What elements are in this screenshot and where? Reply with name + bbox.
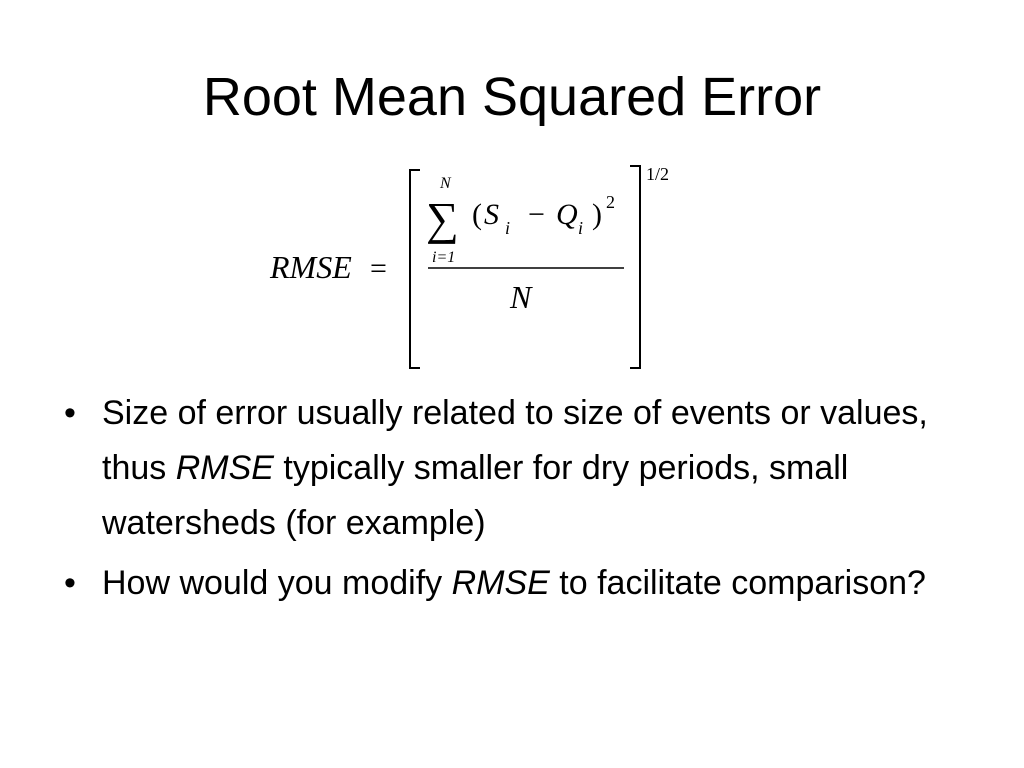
outer-power: 1/2 xyxy=(646,164,670,184)
bullet-2-emphasis: RMSE xyxy=(451,564,550,602)
term-q: Q xyxy=(556,198,578,231)
bullet-item-2 xyxy=(60,556,980,611)
formula-equals: = xyxy=(370,252,387,285)
sum-upper-limit: N xyxy=(440,175,451,192)
slide-title: Root Mean Squared Error xyxy=(202,67,822,127)
left-bracket xyxy=(410,170,420,368)
term-s: S xyxy=(484,198,499,231)
term-power: 2 xyxy=(606,192,615,212)
term-q-subscript: i xyxy=(578,218,584,238)
formula-denominator: N xyxy=(510,279,532,315)
bullet-2-text-end: to facilitate comparison? xyxy=(549,564,926,602)
formula-lhs: RMSE xyxy=(270,249,352,285)
sum-lower-limit: i=1 xyxy=(432,249,456,266)
bullet-dot-icon: • xyxy=(64,394,76,432)
bullet-1-text-end: typically smaller for dry periods, small watersheds (for example) xyxy=(102,449,849,542)
term-close-paren: ) xyxy=(592,198,602,231)
term-open-paren: ( xyxy=(472,198,482,231)
bullet-2-text-start: How would you modify xyxy=(102,564,452,602)
bullet-list xyxy=(60,386,980,616)
term-minus: − xyxy=(528,198,545,231)
right-bracket xyxy=(630,166,640,368)
term-s-subscript: i xyxy=(505,218,511,238)
sum-symbol: ∑ xyxy=(426,193,459,244)
bullet-1-emphasis: RMSE xyxy=(175,449,274,487)
bullet-dot-icon: • xyxy=(64,564,76,602)
bullet-1-text-start: Size of error usually related to size of events or values, thus xyxy=(102,394,928,487)
formula-graphic xyxy=(260,158,720,378)
rmse-formula xyxy=(260,158,720,378)
bullet-item-1 xyxy=(60,386,980,551)
